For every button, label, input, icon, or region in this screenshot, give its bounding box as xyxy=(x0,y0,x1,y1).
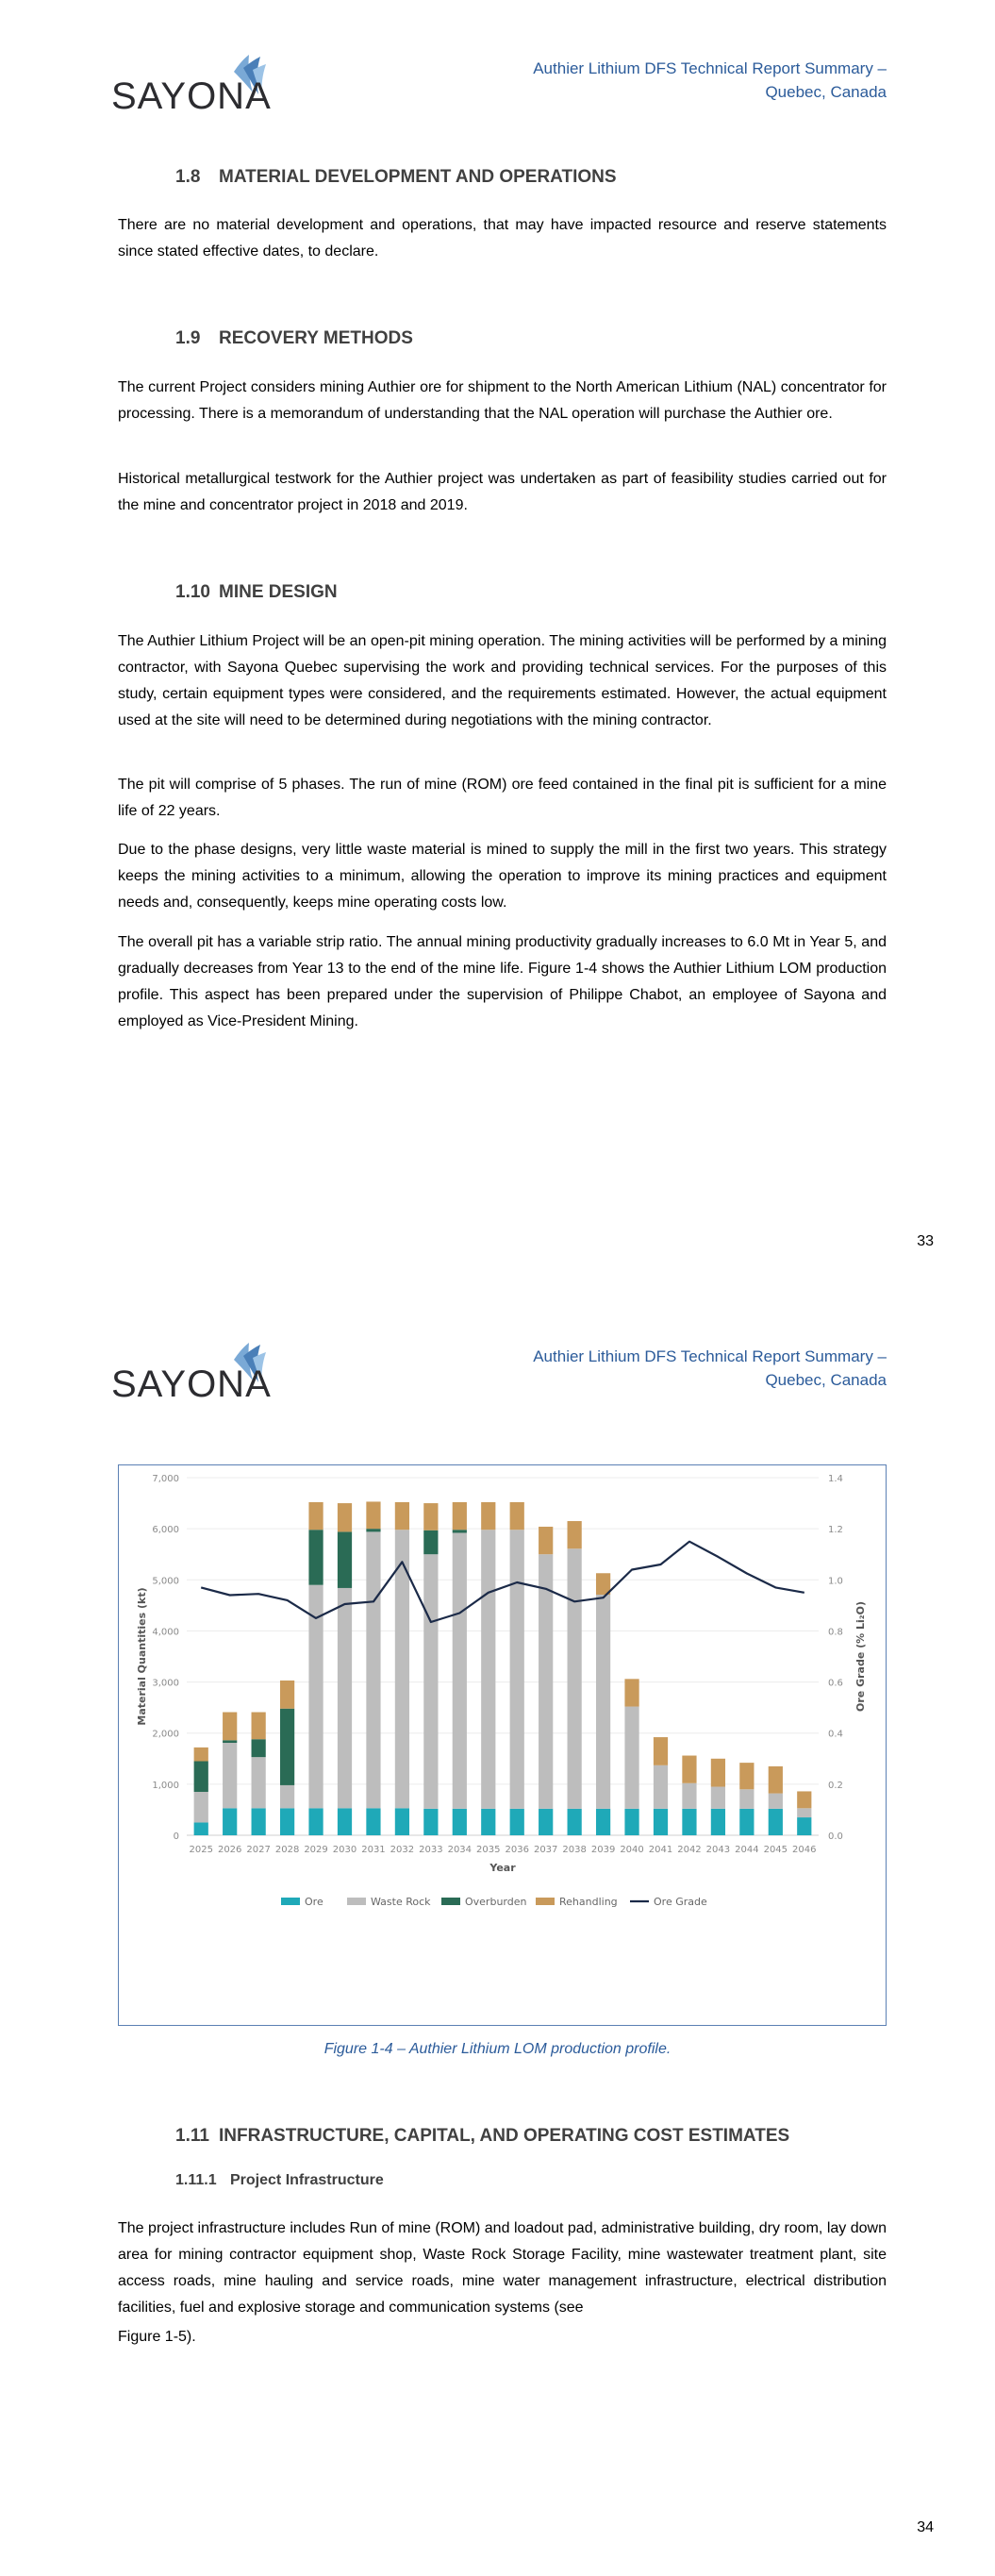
legend-label: Rehandling xyxy=(559,1896,618,1908)
bar-ore-2044 xyxy=(739,1809,754,1835)
y-tick-label: 0 xyxy=(173,1832,179,1842)
bar-rehandling-2027 xyxy=(252,1713,266,1740)
y-tick-label: 7,000 xyxy=(152,1474,179,1484)
y-tick-label: 3,000 xyxy=(152,1678,179,1689)
bar-ore-2042 xyxy=(682,1809,696,1835)
x-tick-label: 2036 xyxy=(505,1845,529,1855)
bar-waste-rock-2033 xyxy=(423,1554,438,1809)
x-tick-label: 2028 xyxy=(274,1845,300,1855)
bar-waste-rock-2027 xyxy=(252,1757,266,1808)
bar-rehandling-2034 xyxy=(453,1502,467,1530)
bar-overburden-2034 xyxy=(453,1530,467,1532)
x-tick-label: 2042 xyxy=(677,1845,702,1855)
bar-overburden-2029 xyxy=(308,1530,323,1584)
header-title-line2: Quebec, Canada xyxy=(765,83,887,101)
x-tick-label: 2032 xyxy=(390,1845,415,1855)
bar-ore-2035 xyxy=(481,1809,495,1835)
bar-rehandling-2036 xyxy=(510,1502,524,1530)
x-tick-label: 2046 xyxy=(792,1845,817,1855)
bar-overburden-2033 xyxy=(423,1531,438,1554)
bar-rehandling-2035 xyxy=(481,1502,495,1530)
bar-ore-2045 xyxy=(769,1809,783,1835)
bar-ore-2043 xyxy=(711,1809,725,1835)
ore-grade-line xyxy=(201,1542,804,1622)
bar-waste-rock-2031 xyxy=(366,1531,380,1808)
bar-rehandling-2029 xyxy=(308,1502,323,1530)
y2-tick-label: 0.6 xyxy=(828,1678,843,1689)
bar-rehandling-2046 xyxy=(797,1791,811,1808)
bar-ore-2036 xyxy=(510,1809,524,1835)
paragraph: The current Project considers mining Authier ore for shipment to the North American Lithium (NAL) concentrator for processing. There is a memorandum of understanding that the NAL operation will purchase the Authier ore. xyxy=(118,379,887,422)
y-tick-label: 2,000 xyxy=(152,1729,179,1740)
y-tick-label: 6,000 xyxy=(152,1525,179,1536)
bar-waste-rock-2046 xyxy=(797,1808,811,1817)
x-tick-label: 2037 xyxy=(533,1845,558,1855)
paragraph-tail: Figure 1-5). xyxy=(118,2329,196,2345)
bar-waste-rock-2035 xyxy=(481,1530,495,1809)
x-tick-label: 2030 xyxy=(332,1845,357,1855)
paragraph: The project infrastructure includes Run of mine (ROM) and loadout pad, administrative building, dry room, lay down area for mining contractor equipment shop, Waste Rock Storage Facility, mine wastewater treatment plant, site access roads, mine hauling and service roads, mine water management infrastructure, electrical distribution facilities, fuel and explosive storage and communication systems (see xyxy=(118,2220,887,2316)
legend-label: Overburden xyxy=(465,1896,527,1908)
header-title-line1: Authier Lithium DFS Technical Report Summary – xyxy=(533,1347,887,1365)
bar-waste-rock-2026 xyxy=(223,1743,237,1808)
bar-rehandling-2038 xyxy=(568,1521,582,1548)
legend-swatch-overburden xyxy=(441,1898,460,1905)
x-tick-label: 2043 xyxy=(705,1845,731,1855)
bar-rehandling-2044 xyxy=(739,1763,754,1789)
bar-ore-2038 xyxy=(568,1809,582,1835)
bar-rehandling-2040 xyxy=(624,1679,638,1706)
y2-tick-label: 0.2 xyxy=(828,1780,843,1791)
x-tick-label: 2038 xyxy=(562,1845,587,1855)
x-tick-label: 2027 xyxy=(246,1845,271,1855)
logo-text: SAYONA xyxy=(111,75,272,117)
bar-waste-rock-2030 xyxy=(338,1588,352,1808)
bar-ore-2034 xyxy=(453,1809,467,1835)
bar-ore-2032 xyxy=(395,1808,409,1835)
legend-swatch-ore xyxy=(281,1898,300,1905)
y2-tick-label: 1.4 xyxy=(828,1474,843,1484)
y-tick-label: 1,000 xyxy=(152,1780,179,1791)
x-tick-label: 2041 xyxy=(648,1845,673,1855)
paragraph: Due to the phase designs, very little waste material is mined to supply the mill in the first two years. This strategy keeps the mining activities to a minimum, allowing the operation to improve its mining practices and equipment needs and, consequently, keeps mine operating costs low. xyxy=(118,842,887,911)
section-heading-1-10: 1.10 MINE DESIGN xyxy=(175,582,338,602)
y2-tick-label: 1.0 xyxy=(828,1576,843,1587)
section-heading-1-8: 1.8 MATERIAL DEVELOPMENT AND OPERATIONS xyxy=(175,167,617,187)
x-tick-label: 2039 xyxy=(590,1845,616,1855)
bar-rehandling-2026 xyxy=(223,1713,237,1741)
y-axis-label: Material Quantities (kt) xyxy=(136,1587,148,1726)
sayona-logo xyxy=(111,55,281,123)
y2-tick-label: 1.2 xyxy=(828,1525,843,1536)
bar-waste-rock-2039 xyxy=(596,1595,610,1809)
legend-label: Waste Rock xyxy=(371,1896,431,1908)
bar-rehandling-2045 xyxy=(769,1766,783,1794)
x-tick-label: 2025 xyxy=(189,1845,213,1855)
bar-rehandling-2028 xyxy=(280,1681,294,1709)
paragraph: There are no material development and operations, that may have impacted resource and reserve statements since stated effective dates, to declare. xyxy=(118,217,887,259)
x-tick-label: 2034 xyxy=(447,1845,473,1855)
bar-overburden-2025 xyxy=(194,1761,208,1791)
x-tick-label: 2035 xyxy=(476,1845,501,1855)
bar-ore-2039 xyxy=(596,1809,610,1835)
bar-ore-2028 xyxy=(280,1808,294,1835)
chart-svg xyxy=(119,1465,886,2025)
bar-waste-rock-2025 xyxy=(194,1792,208,1822)
y-tick-label: 4,000 xyxy=(152,1627,179,1638)
bar-waste-rock-2044 xyxy=(739,1789,754,1809)
y2-tick-label: 0.4 xyxy=(828,1729,843,1740)
bar-ore-2025 xyxy=(194,1822,208,1835)
bar-ore-2037 xyxy=(539,1809,553,1835)
paragraph: The overall pit has a variable strip ratio. The annual mining productivity gradually increases to 6.0 Mt in Year 5, and gradually decreases from Year 13 to the end of the mine life. Figure 1-4 shows the Authier Lithium LOM production profile. This aspect has been prepared under the supervision of Philippe Chabot, an employee of Sayona and employed as Vice-President Mining. xyxy=(118,934,887,1029)
bar-ore-2031 xyxy=(366,1808,380,1835)
y2-axis-label: Ore Grade (% Li₂O) xyxy=(854,1601,867,1712)
header-title-line1: Authier Lithium DFS Technical Report Summary – xyxy=(533,59,887,77)
bar-ore-2033 xyxy=(423,1809,438,1835)
y-tick-label: 5,000 xyxy=(152,1576,179,1587)
page-number: 33 xyxy=(917,1233,934,1249)
bar-rehandling-2033 xyxy=(423,1503,438,1531)
paragraph: Historical metallurgical testwork for the Authier project was undertaken as part of feasibility studies carried out for the mine and concentrator project in 2018 and 2019. xyxy=(118,471,887,513)
bar-waste-rock-2037 xyxy=(539,1554,553,1809)
bar-rehandling-2037 xyxy=(539,1527,553,1554)
bar-ore-2046 xyxy=(797,1817,811,1835)
subsection-heading-1-11-1: 1.11.1 Project Infrastructure xyxy=(175,2172,384,2188)
legend-swatch-rehandling xyxy=(536,1898,555,1905)
bar-ore-2041 xyxy=(654,1809,668,1835)
bar-overburden-2031 xyxy=(366,1529,380,1531)
bar-waste-rock-2036 xyxy=(510,1530,524,1809)
bar-rehandling-2042 xyxy=(682,1756,696,1783)
section-heading-1-11: 1.11 INFRASTRUCTURE, CAPITAL, AND OPERATING COST ESTIMATES xyxy=(175,2126,790,2146)
bar-rehandling-2043 xyxy=(711,1759,725,1787)
bar-waste-rock-2040 xyxy=(624,1707,638,1809)
bar-overburden-2026 xyxy=(223,1740,237,1743)
y2-tick-label: 0.8 xyxy=(828,1627,843,1638)
x-tick-label: 2026 xyxy=(217,1845,242,1855)
sayona-logo xyxy=(111,1343,281,1411)
header-title-line2: Quebec, Canada xyxy=(765,1371,887,1389)
page-number: 34 xyxy=(917,2519,934,2535)
bar-waste-rock-2038 xyxy=(568,1548,582,1809)
bar-ore-2029 xyxy=(308,1808,323,1835)
x-tick-label: 2033 xyxy=(419,1845,443,1855)
figure-caption: Figure 1-4 – Authier Lithium LOM production profile. xyxy=(323,2041,672,2057)
logo-text: SAYONA xyxy=(111,1363,272,1405)
paragraph: The pit will comprise of 5 phases. The run of mine (ROM) ore feed contained in the final pit is sufficient for a mine life of 22 years. xyxy=(118,777,887,819)
section-heading-1-9: 1.9 RECOVERY METHODS xyxy=(175,328,413,348)
x-axis-label: Year xyxy=(489,1862,516,1874)
bar-overburden-2027 xyxy=(252,1739,266,1757)
bar-waste-rock-2043 xyxy=(711,1787,725,1809)
bar-rehandling-2032 xyxy=(395,1502,409,1530)
x-tick-label: 2040 xyxy=(620,1845,644,1855)
x-tick-label: 2029 xyxy=(304,1845,328,1855)
bar-waste-rock-2042 xyxy=(682,1783,696,1809)
x-tick-label: 2044 xyxy=(735,1845,759,1855)
x-tick-label: 2045 xyxy=(763,1845,788,1855)
paragraph: The Authier Lithium Project will be an open-pit mining operation. The mining activities will be performed by a mining contractor, with Sayona Quebec supervising the work and providing technical services. For the purposes of this study, certain equipment types were considered, and the requirements estimated. However, the actual equipment used at the site will need to be determined during negotiations with the mining contractor. xyxy=(118,633,887,728)
y2-tick-label: 0.0 xyxy=(828,1832,843,1842)
lom-production-chart xyxy=(118,1464,887,2026)
legend-label: Ore xyxy=(305,1896,323,1908)
bar-ore-2040 xyxy=(624,1809,638,1835)
bar-rehandling-2031 xyxy=(366,1501,380,1529)
legend-label: Ore Grade xyxy=(654,1896,707,1908)
bar-ore-2030 xyxy=(338,1808,352,1835)
bar-waste-rock-2041 xyxy=(654,1765,668,1809)
bar-waste-rock-2045 xyxy=(769,1794,783,1809)
bar-waste-rock-2034 xyxy=(453,1532,467,1808)
bar-rehandling-2025 xyxy=(194,1748,208,1762)
report-header xyxy=(434,57,887,104)
legend-swatch-waste-rock xyxy=(347,1898,366,1905)
bar-overburden-2030 xyxy=(338,1531,352,1588)
bar-rehandling-2030 xyxy=(338,1503,352,1531)
x-tick-label: 2031 xyxy=(361,1845,386,1855)
bar-rehandling-2041 xyxy=(654,1737,668,1765)
report-header xyxy=(434,1345,887,1392)
bar-overburden-2028 xyxy=(280,1709,294,1785)
bar-waste-rock-2028 xyxy=(280,1785,294,1808)
page-34 xyxy=(0,1288,995,2576)
bar-ore-2027 xyxy=(252,1808,266,1835)
bar-ore-2026 xyxy=(223,1808,237,1835)
